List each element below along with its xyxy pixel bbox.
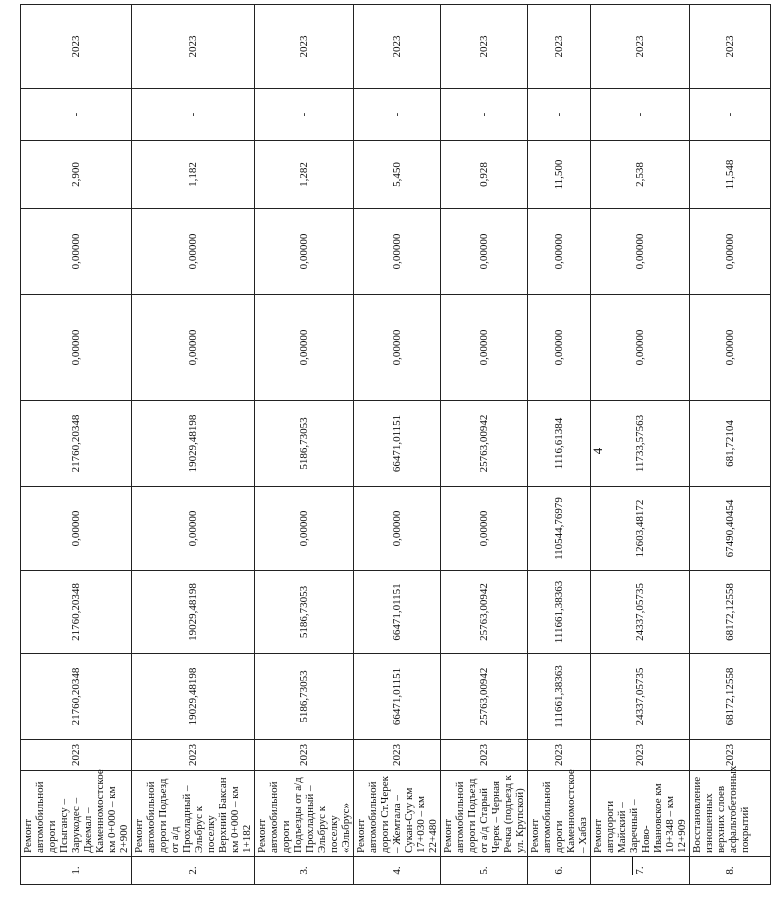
row-value-cell: 21760,20348	[21, 571, 132, 654]
row-value-cell: 0,00000	[441, 295, 528, 401]
row-value-cell: 11,548	[690, 141, 771, 209]
row-value-cell: 12603,48172	[591, 487, 690, 571]
row-name-cell: Ремонт автомобильной дороги Ст.Черек – Жемтала – Сукан-Суу км 17+030 – км 22+480	[354, 771, 441, 857]
row-value-cell: 11733,57563	[591, 401, 690, 487]
row-value-cell: 2023	[21, 5, 132, 89]
row-value-cell: 19029,48198	[132, 654, 255, 740]
row-value-cell: 68172,12558	[690, 654, 771, 740]
row-value-cell: 2023	[591, 740, 690, 771]
row-number-cell: 1.	[21, 857, 132, 885]
row-name-cell: Ремонт автомобильной дороги Подъезд от а/д Прохладный – Эльбрус к поселку Верхний Баксан км 0+000 – км 1+182	[132, 771, 255, 857]
row-name-cell: Ремонт автомобильной дороги Подъезд от а/д Старый Черек – Черная Речка (подъезд к ул. Крупской)	[441, 771, 528, 857]
row-value-cell: 0,00000	[528, 295, 591, 401]
row-value-cell: 0,00000	[354, 487, 441, 571]
table-body	[21, 5, 771, 885]
row-value-cell: -	[354, 89, 441, 141]
row-value-cell: 0,00000	[132, 295, 255, 401]
row-name-cell: Ремонт автомобильной дороги Каменномостское – Хабаз	[528, 771, 591, 857]
row-value-cell: 5,450	[354, 141, 441, 209]
row-value-cell: -	[21, 89, 132, 141]
row-name-cell: Ремонт автодороги Майский – Заречный – Ново-Ивановское км 10+348 – км 12+909	[591, 771, 690, 857]
row-value-cell: 0,00000	[21, 295, 132, 401]
row-value-cell: 0,00000	[21, 209, 132, 295]
table-row	[441, 5, 528, 885]
row-value-cell: 67490,40454	[690, 487, 771, 571]
row-value-cell: 0,00000	[255, 487, 354, 571]
row-value-cell: 5186,73053	[255, 401, 354, 487]
row-value-cell: 1116,61384	[528, 401, 591, 487]
row-name-cell: Ремонт автомобильной дороги Подъезды от а/д Прохладный – Эльбрус к поселку «Эльбрус»	[255, 771, 354, 857]
row-value-cell: -	[441, 89, 528, 141]
row-value-cell: 68172,12558	[690, 571, 771, 654]
row-value-cell: 66471,01151	[354, 401, 441, 487]
row-value-cell: 2023	[528, 740, 591, 771]
row-value-cell: 2023	[132, 740, 255, 771]
row-value-cell: 2,900	[21, 141, 132, 209]
table-row	[528, 5, 591, 885]
row-value-cell: 0,00000	[132, 487, 255, 571]
row-value-cell: 19029,48198	[132, 401, 255, 487]
table-row	[354, 5, 441, 885]
row-value-cell: 110544,76979	[528, 487, 591, 571]
row-value-cell: 2023	[690, 5, 771, 89]
row-value-cell: 19029,48198	[132, 571, 255, 654]
row-value-cell: 0,00000	[441, 209, 528, 295]
row-value-cell: 0,00000	[255, 209, 354, 295]
row-value-cell: 2023	[255, 5, 354, 89]
row-value-cell: 66471,01151	[354, 654, 441, 740]
row-value-cell: 0,00000	[21, 487, 132, 571]
row-number-cell: 2.	[132, 857, 255, 885]
row-value-cell: 2,538	[591, 141, 690, 209]
table-row	[21, 5, 132, 885]
footnote-divider	[632, 857, 633, 875]
row-value-cell: 11,500	[528, 141, 591, 209]
row-value-cell: 25763,00942	[441, 571, 528, 654]
row-value-cell: 0,00000	[690, 295, 771, 401]
row-value-cell: 0,00000	[132, 209, 255, 295]
row-number-cell: 5.	[441, 857, 528, 885]
row-value-cell: 2023	[255, 740, 354, 771]
row-value-cell: 0,00000	[690, 209, 771, 295]
row-value-cell: -	[690, 89, 771, 141]
table-row	[255, 5, 354, 885]
row-value-cell: 0,00000	[255, 295, 354, 401]
row-value-cell: 2023	[441, 740, 528, 771]
row-value-cell: 0,00000	[528, 209, 591, 295]
row-value-cell: 25763,00942	[441, 401, 528, 487]
row-value-cell: -	[591, 89, 690, 141]
row-value-cell: 2023	[132, 5, 255, 89]
row-value-cell: 2023	[21, 740, 132, 771]
row-value-cell: -	[132, 89, 255, 141]
row-value-cell: 2023	[690, 740, 771, 771]
row-value-cell: 5186,73053	[255, 571, 354, 654]
row-value-cell: -	[528, 89, 591, 141]
row-name-cell: Ремонт автомобильной дороги Псыгансу – Зарукодес – Джемал – Каменномостское км 0+000 – км 2+900	[21, 771, 132, 857]
row-value-cell: 2023	[441, 5, 528, 89]
row-number-cell: 4.	[354, 857, 441, 885]
row-value-cell: 21760,20348	[21, 654, 132, 740]
row-value-cell: 0,00000	[354, 295, 441, 401]
row-value-cell: 24337,05735	[591, 571, 690, 654]
row-value-cell: 0,928	[441, 141, 528, 209]
row-number-cell: 8.	[690, 857, 771, 885]
row-number-cell: 3.	[255, 857, 354, 885]
row-value-cell: -	[255, 89, 354, 141]
row-value-cell: 0,00000	[441, 487, 528, 571]
row-value-cell: 1,182	[132, 141, 255, 209]
row-value-cell: 25763,00942	[441, 654, 528, 740]
row-value-cell: 111661,38363	[528, 571, 591, 654]
row-number-cell: 7.	[591, 857, 690, 885]
row-value-cell: 2023	[591, 5, 690, 89]
row-value-cell: 111661,38363	[528, 654, 591, 740]
row-value-cell: 0,00000	[591, 209, 690, 295]
row-value-cell: 2023	[354, 740, 441, 771]
row-value-cell: 1,282	[255, 141, 354, 209]
row-value-cell: 0,00000	[591, 295, 690, 401]
row-value-cell: 24337,05735	[591, 654, 690, 740]
row-value-cell: 5186,73053	[255, 654, 354, 740]
row-value-cell: 681,72104	[690, 401, 771, 487]
row-value-cell: 66471,01151	[354, 571, 441, 654]
row-name-cell: Восстановление изношенных верхних слоев асфальтобетонных покрытий	[690, 771, 771, 857]
row-value-cell: 2023	[528, 5, 591, 89]
page-number: 4	[590, 447, 605, 455]
table-row	[690, 5, 771, 885]
row-number-cell: 6.	[528, 857, 591, 885]
row-value-cell: 2023	[354, 5, 441, 89]
data-table	[20, 4, 771, 885]
row-value-cell: 21760,20348	[21, 401, 132, 487]
table-row	[132, 5, 255, 885]
row-value-cell: 0,00000	[354, 209, 441, 295]
